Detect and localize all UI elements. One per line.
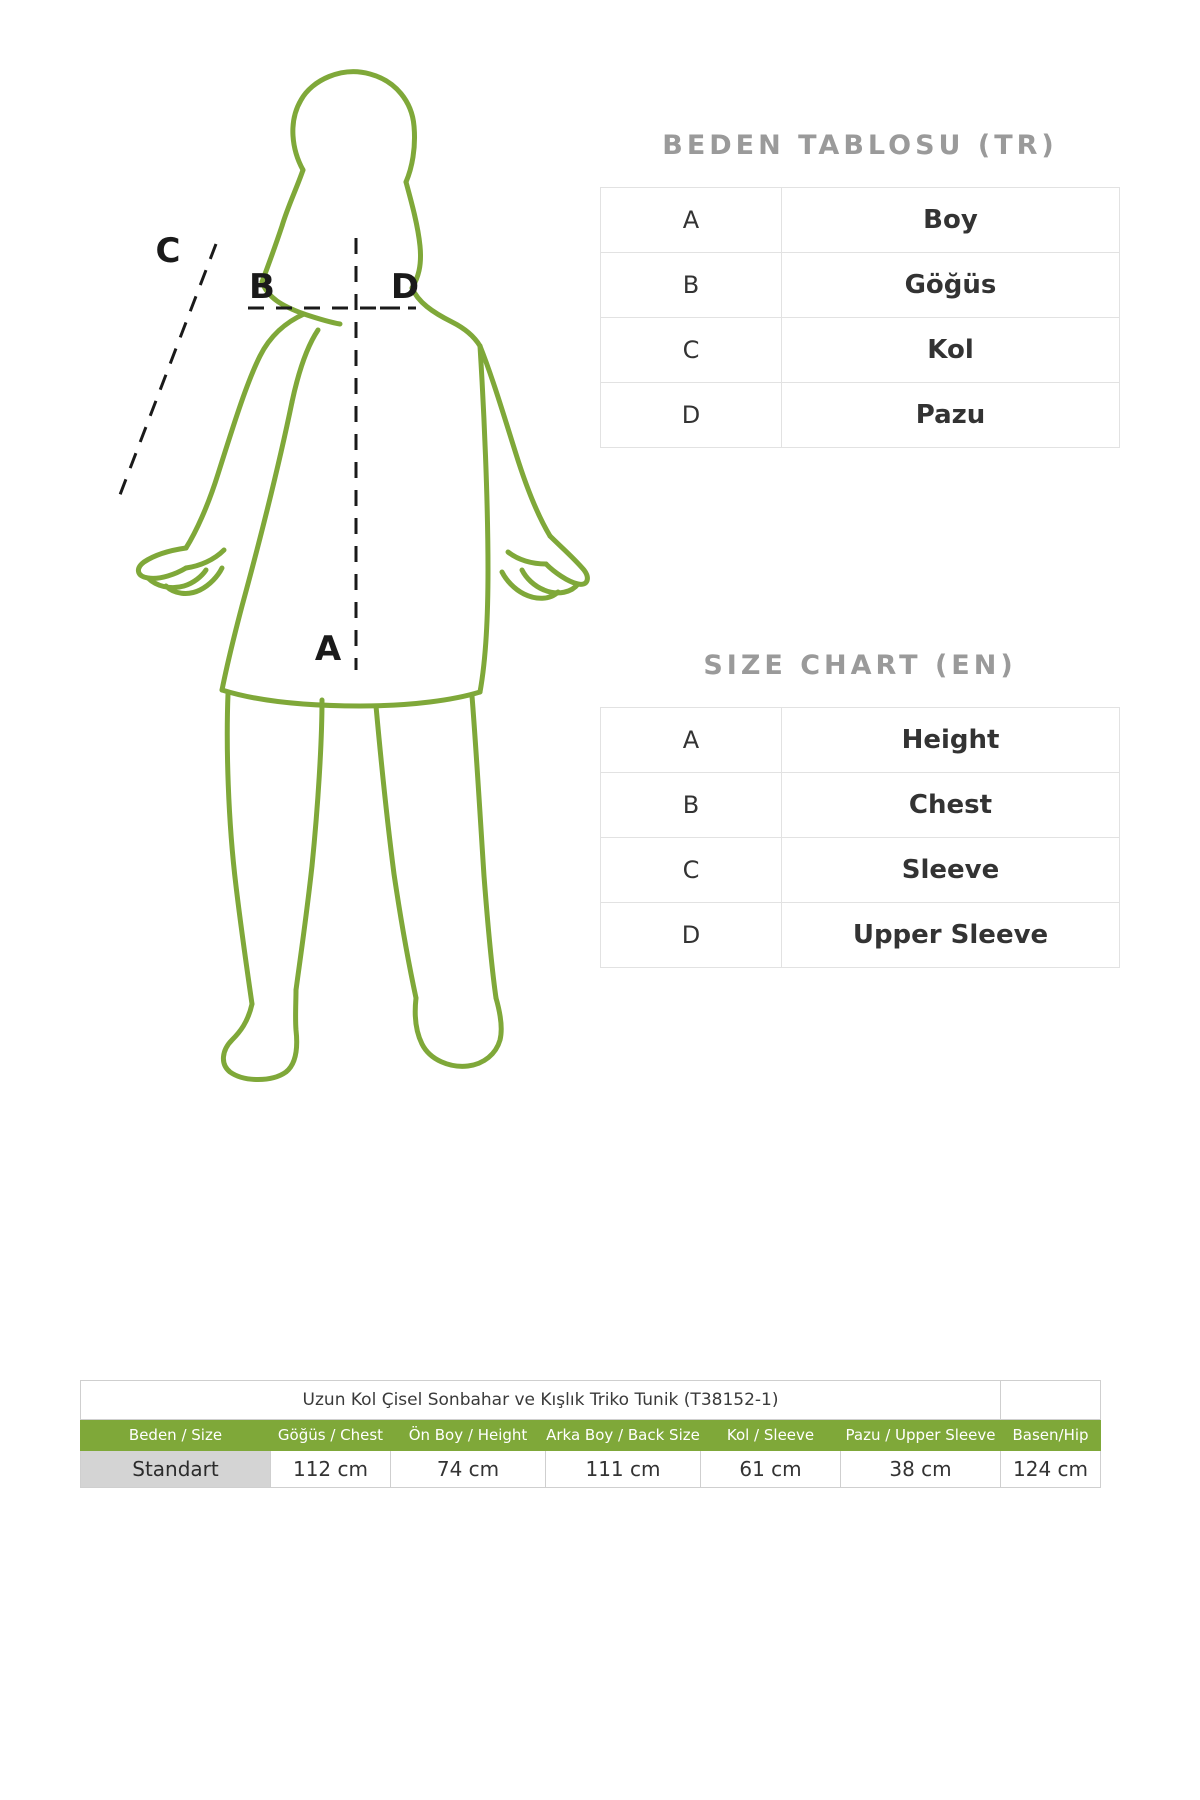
- column-header-chest: Göğüs / Chest: [271, 1420, 391, 1451]
- cell-front-length: 74 cm: [391, 1451, 546, 1488]
- table-row: [601, 188, 1120, 253]
- marker-c: C: [155, 231, 181, 271]
- cell-back-length: 111 cm: [546, 1451, 701, 1488]
- legend-code: B: [601, 253, 782, 318]
- column-header-front-length: Ön Boy / Height: [391, 1420, 546, 1451]
- legend-label: Sleeve: [782, 838, 1120, 903]
- column-header-upper-sleeve: Pazu / Upper Sleeve: [841, 1420, 1001, 1451]
- legend-title-tr: BEDEN TABLOSU (TR): [662, 130, 1058, 161]
- column-header-hip: Basen/Hip: [1001, 1420, 1101, 1451]
- legend-label: Göğüs: [782, 253, 1120, 318]
- legend-table-tr: [600, 187, 1120, 448]
- legend-label: Chest: [782, 773, 1120, 838]
- legend-code: C: [601, 838, 782, 903]
- marker-d: D: [390, 267, 420, 307]
- measurement-table: [80, 1380, 1101, 1488]
- measurement-table-wrapper: [80, 1380, 1100, 1488]
- legend-title-en: SIZE CHART (EN): [703, 650, 1017, 681]
- body-figure-illustration: [60, 30, 620, 1110]
- cell-sleeve: 61 cm: [701, 1451, 841, 1488]
- legend-label: Kol: [782, 318, 1120, 383]
- cell-upper-sleeve: 38 cm: [841, 1451, 1001, 1488]
- legend-block-tr: [600, 130, 1120, 448]
- product-title: Uzun Kol Çisel Sonbahar ve Kışlık Triko Tunik (T38152-1): [81, 1381, 1001, 1420]
- legend-label: Boy: [782, 188, 1120, 253]
- legend-block-en: [600, 650, 1120, 968]
- table-row: [81, 1451, 1101, 1488]
- table-row: [601, 708, 1120, 773]
- marker-a: A: [314, 629, 342, 669]
- column-header-sleeve: Kol / Sleeve: [701, 1420, 841, 1451]
- cell-size: Standart: [81, 1451, 271, 1488]
- legend-label: Height: [782, 708, 1120, 773]
- column-header-back-length: Arka Boy / Back Size: [546, 1420, 701, 1451]
- legend-code: A: [601, 708, 782, 773]
- female-body-outline: [138, 72, 587, 1080]
- table-row: [601, 318, 1120, 383]
- table-row: [601, 773, 1120, 838]
- legend-code: D: [601, 903, 782, 968]
- marker-b: B: [249, 267, 275, 307]
- table-row: [601, 253, 1120, 318]
- table-row: [601, 903, 1120, 968]
- table-row: [601, 383, 1120, 448]
- table-row: [601, 838, 1120, 903]
- legend-code: B: [601, 773, 782, 838]
- legend-code: A: [601, 188, 782, 253]
- title-blank-cell: [1001, 1381, 1101, 1420]
- cell-chest: 112 cm: [271, 1451, 391, 1488]
- legend-table-en: [600, 707, 1120, 968]
- column-header-size: Beden / Size: [81, 1420, 271, 1451]
- legend-label: Pazu: [782, 383, 1120, 448]
- cell-hip: 124 cm: [1001, 1451, 1101, 1488]
- legend-code: C: [601, 318, 782, 383]
- product-title-row: [81, 1381, 1101, 1420]
- legend-code: D: [601, 383, 782, 448]
- legend-label: Upper Sleeve: [782, 903, 1120, 968]
- measurement-header-row: [81, 1420, 1101, 1451]
